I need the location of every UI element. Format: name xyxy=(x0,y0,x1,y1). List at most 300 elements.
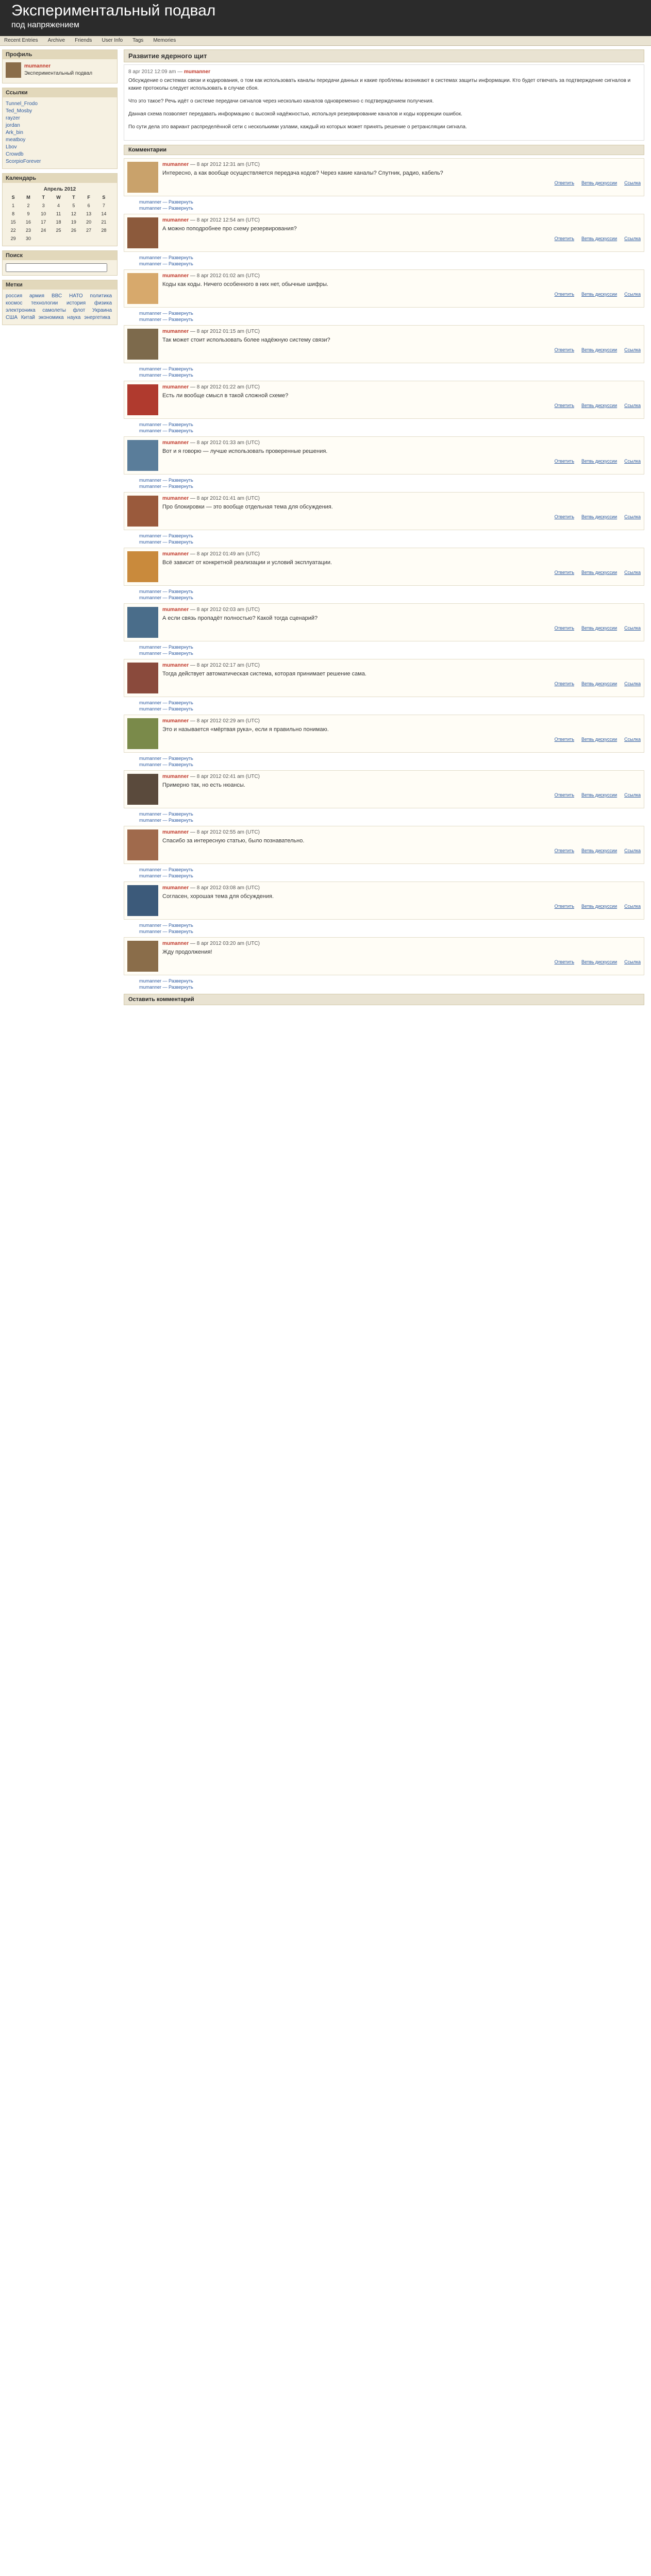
expand-link[interactable]: Развернуть xyxy=(169,311,193,316)
expand-link[interactable]: Развернуть xyxy=(169,929,193,934)
comment-date: 8 apr 2012 01:02 am (UTC) xyxy=(196,273,260,279)
comment-author[interactable]: mumanner xyxy=(162,774,189,779)
post-paragraph: По сути дела это вариант распределённой сети с несколькими узлами, каждый из которых может принять решение о ретрансляции сигнала. xyxy=(128,124,467,130)
comment-author[interactable]: mumanner xyxy=(162,384,189,390)
comment-avatar[interactable] xyxy=(127,329,158,360)
site-title[interactable]: Экспериментальный подвал xyxy=(11,2,216,19)
nav-friends[interactable]: Friends xyxy=(75,38,92,43)
post-title[interactable]: Развитие ядерного щит xyxy=(124,49,644,62)
comment-reply-link[interactable]: Ответить xyxy=(554,236,575,241)
tag-link[interactable]: самолеты xyxy=(42,308,66,313)
collapsed-thread[interactable]: mumanner — Развернуть xyxy=(139,762,193,767)
site-header xyxy=(0,0,651,36)
comment-reply-link[interactable]: Ответить xyxy=(554,848,575,853)
collapsed-thread[interactable]: mumanner — Развернуть xyxy=(139,595,193,600)
thread-author[interactable]: mumanner xyxy=(139,706,162,711)
comment-reply-link[interactable]: Ответить xyxy=(554,792,575,798)
calendar-cell[interactable]: 15 xyxy=(10,219,16,225)
collapsed-thread[interactable]: mumanner — Развернуть xyxy=(139,756,193,761)
search-box xyxy=(2,250,118,276)
calendar-cell[interactable]: 17 xyxy=(41,219,46,225)
tag-link[interactable]: физика xyxy=(94,300,112,306)
comment: mumanner — 8 apr 2012 01:02 am (UTC) Коды как коды. Ничего особенного в них нет, обычные шифры. Ответить Ветвь дискуссии Ссылка xyxy=(124,269,644,308)
comment-thread-link[interactable]: Ветвь дискуссии xyxy=(581,459,617,464)
calendar-cell[interactable]: 23 xyxy=(25,228,31,233)
comment-date: 8 apr 2012 01:33 am (UTC) xyxy=(196,440,260,446)
expand-link[interactable]: Развернуть xyxy=(169,533,193,538)
expand-link[interactable]: Развернуть xyxy=(169,595,193,600)
collapsed-thread[interactable]: mumanner — Развернуть xyxy=(139,428,193,433)
comment-author[interactable]: mumanner xyxy=(162,217,189,223)
expand-link[interactable]: Развернуть xyxy=(169,366,193,371)
comment-author[interactable]: mumanner xyxy=(162,663,189,668)
collapsed-thread[interactable]: mumanner — Развернуть xyxy=(139,706,193,711)
expand-link[interactable]: Развернуть xyxy=(169,589,193,594)
comment-thread-link[interactable]: Ветвь дискуссии xyxy=(581,347,617,352)
collapsed-thread[interactable]: mumanner — Развернуть xyxy=(139,978,193,984)
left-sidebar xyxy=(0,49,120,329)
calendar-cell[interactable]: 2 xyxy=(27,203,30,208)
link-item[interactable]: Crowdb xyxy=(6,151,24,157)
comment-reply-link[interactable]: Ответить xyxy=(554,625,575,631)
thread-author[interactable]: mumanner xyxy=(139,929,162,934)
collapsed-thread[interactable]: mumanner — Развернуть xyxy=(139,255,193,260)
post-comment-link[interactable]: Оставить комментарий xyxy=(124,994,644,1005)
thread-author[interactable]: mumanner xyxy=(139,539,162,545)
calendar-cell[interactable]: 25 xyxy=(56,228,61,233)
comment-actions xyxy=(162,904,641,909)
comment-reply-link[interactable]: Ответить xyxy=(554,459,575,464)
nav-archive[interactable]: Archive xyxy=(47,38,65,43)
calendar-cell[interactable]: 7 xyxy=(102,203,105,208)
nav-memories[interactable]: Memories xyxy=(153,38,176,43)
thread-author[interactable]: mumanner xyxy=(139,366,162,371)
comment-link-link[interactable]: Ссылка xyxy=(624,848,641,853)
comment-reply-link[interactable]: Ответить xyxy=(554,570,575,575)
comment-link-link[interactable]: Ссылка xyxy=(624,403,641,408)
calendar-cell[interactable]: 13 xyxy=(86,211,92,216)
tag-link[interactable]: россия xyxy=(6,293,23,299)
search-input[interactable] xyxy=(6,263,107,272)
comment-author[interactable]: mumanner xyxy=(162,718,189,724)
expand-link[interactable]: Развернуть xyxy=(169,317,193,322)
links-box xyxy=(2,88,118,169)
comment-thread-link[interactable]: Ветвь дискуссии xyxy=(581,681,617,686)
post-paragraph: Что это такое? Речь идёт о системе передачи сигналов через несколько каналов одновременно с подтверждением получения. xyxy=(128,98,434,104)
comment-avatar[interactable] xyxy=(127,885,158,916)
comment-reply-link[interactable]: Ответить xyxy=(554,292,575,297)
expand-link[interactable]: Развернуть xyxy=(169,261,193,266)
comment-thread-link[interactable]: Ветвь дискуссии xyxy=(581,848,617,853)
post-author[interactable]: mumanner xyxy=(183,69,210,75)
comment-date: 8 apr 2012 01:49 am (UTC) xyxy=(196,551,260,557)
comment-text: Жду продолжения! xyxy=(162,949,212,955)
comment-avatar[interactable] xyxy=(127,718,158,749)
collapsed-thread[interactable]: mumanner — Развернуть xyxy=(139,422,193,427)
collapsed-thread[interactable]: mumanner — Развернуть xyxy=(139,985,193,990)
expand-link[interactable]: Развернуть xyxy=(169,762,193,767)
comment-date: 8 apr 2012 02:55 am (UTC) xyxy=(196,829,260,835)
comment-avatar[interactable] xyxy=(127,440,158,471)
comment-thread-link[interactable]: Ветвь дискуссии xyxy=(581,737,617,742)
comment-actions xyxy=(162,459,641,464)
comment: mumanner — 8 apr 2012 01:49 am (UTC) Всё зависит от конкретной реализации и условий эксплуатации. Ответить Ветвь дискуссии Ссылка xyxy=(124,548,644,586)
comment-text: А если связь пропадёт полностью? Какой тогда сценарий? xyxy=(162,615,318,621)
thread-author[interactable]: mumanner xyxy=(139,818,162,823)
tag-link[interactable]: наука xyxy=(67,315,81,320)
comment-author[interactable]: mumanner xyxy=(162,829,189,835)
expand-link[interactable]: Развернуть xyxy=(169,818,193,823)
thread-author[interactable]: mumanner xyxy=(139,651,162,656)
comment-thread-link[interactable]: Ветвь дискуссии xyxy=(581,403,617,408)
tag-link[interactable]: космос xyxy=(6,300,23,306)
comment-author[interactable]: mumanner xyxy=(162,941,189,946)
tag-link[interactable]: экономика xyxy=(38,315,64,320)
comment-text: Про блокировки — это вообще отдельная тема для обсуждения. xyxy=(162,504,333,510)
thread-author[interactable]: mumanner xyxy=(139,873,162,878)
comment-thread-link[interactable]: Ветвь дискуссии xyxy=(581,514,617,519)
comment-link-link[interactable]: Ссылка xyxy=(624,459,641,464)
calendar-cell[interactable]: 3 xyxy=(42,203,45,208)
calendar-day-header: T xyxy=(42,195,45,200)
thread-author[interactable]: mumanner xyxy=(139,255,162,260)
comment-thread-link[interactable]: Ветвь дискуссии xyxy=(581,904,617,909)
comment-thread-link[interactable]: Ветвь дискуссии xyxy=(581,180,617,185)
expand-link[interactable]: Развернуть xyxy=(169,978,193,984)
expand-link[interactable]: Развернуть xyxy=(169,700,193,705)
comment-reply-link[interactable]: Ответить xyxy=(554,347,575,352)
link-item[interactable]: Tunnel_Frodo xyxy=(6,101,38,107)
calendar-cell[interactable]: 1 xyxy=(12,203,15,208)
tag-link[interactable]: армия xyxy=(29,293,45,299)
comment-date: 8 apr 2012 02:29 am (UTC) xyxy=(196,718,260,724)
collapsed-thread[interactable]: mumanner — Развернуть xyxy=(139,372,193,378)
expand-link[interactable]: Развернуть xyxy=(169,873,193,878)
comment-link-link[interactable]: Ссылка xyxy=(624,514,641,519)
comment-link-link[interactable]: Ссылка xyxy=(624,236,641,241)
calendar-cell[interactable]: 10 xyxy=(41,211,46,216)
comment-reply-link[interactable]: Ответить xyxy=(554,959,575,964)
calendar-cell[interactable]: 16 xyxy=(25,219,31,225)
expand-link[interactable]: Развернуть xyxy=(169,867,193,872)
collapsed-thread[interactable]: mumanner — Развернуть xyxy=(139,929,193,934)
comment-avatar[interactable] xyxy=(127,551,158,582)
calendar-cell[interactable]: 26 xyxy=(71,228,76,233)
comment: mumanner — 8 apr 2012 01:33 am (UTC) Вот и я говорю — лучше использовать проверенные решения. Ответить Ветвь дискуссии Ссылка xyxy=(124,436,644,474)
comment-text: Согласен, хорошая тема для обсуждения. xyxy=(162,893,274,900)
link-item[interactable]: Ark_bin xyxy=(6,130,23,135)
comment: mumanner — 8 apr 2012 02:29 am (UTC) Это и называется «мёртвая рука», если я правильно понимаю. Ответить Ветвь дискуссии Ссылка xyxy=(124,715,644,753)
thread-author[interactable]: mumanner xyxy=(139,756,162,761)
comment-actions xyxy=(162,625,641,631)
collapsed-thread[interactable]: mumanner — Развернуть xyxy=(139,311,193,316)
expand-link[interactable]: Развернуть xyxy=(169,539,193,545)
comment-actions xyxy=(162,180,641,185)
collapsed-thread[interactable]: mumanner — Развернуть xyxy=(139,818,193,823)
collapsed-thread[interactable]: mumanner — Развернуть xyxy=(139,867,193,872)
thread-author[interactable]: mumanner xyxy=(139,762,162,767)
site-subtitle: под напряжением xyxy=(11,21,80,29)
collapsed-thread[interactable]: mumanner — Развернуть xyxy=(139,539,193,545)
calendar-cell[interactable]: 4 xyxy=(57,203,60,208)
link-item[interactable]: jordan xyxy=(6,123,20,128)
collapsed-thread[interactable]: mumanner — Развернуть xyxy=(139,651,193,656)
calendar-cell[interactable]: 12 xyxy=(71,211,76,216)
comment: mumanner — 8 apr 2012 01:41 am (UTC) Про блокировки — это вообще отдельная тема для обсуждения. Ответить Ветвь дискуссии Ссылка xyxy=(124,492,644,530)
thread-author[interactable]: mumanner xyxy=(139,428,162,433)
profile-title: Профиль xyxy=(3,50,117,59)
comment-actions xyxy=(162,848,641,853)
calendar-cell[interactable]: 30 xyxy=(25,236,31,241)
comment-text: Вот и я говорю — лучше использовать проверенные решения. xyxy=(162,448,328,454)
calendar-month: Апрель 2012 xyxy=(43,187,76,192)
comment-author[interactable]: mumanner xyxy=(162,885,189,891)
comment-author[interactable]: mumanner xyxy=(162,162,189,167)
comment-author[interactable]: mumanner xyxy=(162,273,189,279)
expand-link[interactable]: Развернуть xyxy=(169,199,193,205)
comment-avatar[interactable] xyxy=(127,829,158,860)
calendar-day-header: F xyxy=(87,195,90,200)
comment-author[interactable]: mumanner xyxy=(162,440,189,446)
link-item[interactable]: Ted_Mosby xyxy=(6,108,32,114)
comment-author[interactable]: mumanner xyxy=(162,607,189,613)
tag-link[interactable]: ВВС xyxy=(51,293,62,299)
expand-link[interactable]: Развернуть xyxy=(169,811,193,817)
collapsed-thread[interactable]: mumanner — Развернуть xyxy=(139,317,193,322)
comment-avatar[interactable] xyxy=(127,941,158,972)
comment-text: Спасибо за интересную статью, было познавательно. xyxy=(162,838,305,844)
collapsed-thread[interactable]: mumanner — Развернуть xyxy=(139,206,193,211)
collapsed-thread[interactable]: mumanner — Развернуть xyxy=(139,923,193,928)
comment-date: 8 apr 2012 03:20 am (UTC) xyxy=(196,941,260,946)
collapsed-thread[interactable]: mumanner — Развернуть xyxy=(139,533,193,538)
tag-link[interactable]: Китай xyxy=(21,315,35,320)
thread-author[interactable]: mumanner xyxy=(139,867,162,872)
comment: mumanner — 8 apr 2012 03:20 am (UTC) Жду продолжения! Ответить Ветвь дискуссии Ссылка xyxy=(124,937,644,975)
comment: mumanner — 8 apr 2012 01:22 am (UTC) Есть ли вообще смысл в такой сложной схеме? Ответить Ветвь дискуссии Ссылка xyxy=(124,381,644,419)
post: 8 apr 2012 12:09 am — mumanner Обсуждение о системах связи и кодирования, о том как использовать каналы передачи данных и какие проблемы возникают в системах защиты информации. Кто будет отвечать за подтверждение сигналов и какие протоколы следует использовать в случае сбоя. Что это такое? Речь идёт о системе передачи сигналов через несколько каналов одновременно с подтверждением получения. Данная схема позволяет передавать информацию с высокой надёжностью, используя резервирование каналов и коды коррекции ошибок. По сути дела это вариант распределённой сети с несколькими узлами, каждый из которых может принять решение о ретрансляции сигнала. xyxy=(124,64,644,141)
thread-author[interactable]: mumanner xyxy=(139,923,162,928)
comment-link-link[interactable]: Ссылка xyxy=(624,625,641,631)
comment-avatar[interactable] xyxy=(127,217,158,248)
thread-author[interactable]: mumanner xyxy=(139,645,162,650)
thread-author[interactable]: mumanner xyxy=(139,422,162,427)
calendar-cell[interactable]: 18 xyxy=(56,219,61,225)
comment: mumanner — 8 apr 2012 03:08 am (UTC) Согласен, хорошая тема для обсуждения. Ответить Ветвь дискуссии Ссылка xyxy=(124,882,644,920)
calendar-cell[interactable]: 14 xyxy=(101,211,107,216)
comment-avatar[interactable] xyxy=(127,496,158,527)
thread-author[interactable]: mumanner xyxy=(139,700,162,705)
comment: mumanner — 8 apr 2012 02:55 am (UTC) Спасибо за интересную статью, было познавательно. Ответить Ветвь дискуссии Ссылка xyxy=(124,826,644,864)
comment-avatar[interactable] xyxy=(127,162,158,193)
comment-date: 8 apr 2012 02:03 am (UTC) xyxy=(196,607,260,613)
avatar[interactable] xyxy=(6,62,21,78)
post-text: Обсуждение о системах связи и кодирования, о том как использовать каналы передачи данных и какие проблемы возникают в системах защиты информации. Кто будет отвечать за подтверждение сигналов и какие протоколы следует использовать в случае сбоя. xyxy=(128,78,631,91)
collapsed-thread[interactable]: mumanner — Развернуть xyxy=(139,645,193,650)
comment-author[interactable]: mumanner xyxy=(162,329,189,334)
thread-author[interactable]: mumanner xyxy=(139,811,162,817)
link-item[interactable]: ScorpioForever xyxy=(6,159,41,164)
comment-link-link[interactable]: Ссылка xyxy=(624,737,641,742)
comment-actions xyxy=(162,681,641,686)
thread-author[interactable]: mumanner xyxy=(139,261,162,266)
calendar-cell[interactable]: 5 xyxy=(72,203,75,208)
collapsed-thread[interactable]: mumanner — Развернуть xyxy=(139,484,193,489)
expand-link[interactable]: Развернуть xyxy=(169,756,193,761)
expand-link[interactable]: Развернуть xyxy=(169,478,193,483)
collapsed-thread[interactable]: mumanner — Развернуть xyxy=(139,589,193,594)
calendar-cell[interactable]: 9 xyxy=(27,211,30,216)
calendar-cell[interactable]: 28 xyxy=(101,228,107,233)
comment-thread-link[interactable]: Ветвь дискуссии xyxy=(581,792,617,798)
comment-reply-link[interactable]: Ответить xyxy=(554,514,575,519)
tag-link[interactable]: США xyxy=(6,315,18,320)
tag-link[interactable]: флот xyxy=(73,308,86,313)
expand-link[interactable]: Развернуть xyxy=(169,372,193,378)
thread-author[interactable]: mumanner xyxy=(139,317,162,322)
comment-link-link[interactable]: Ссылка xyxy=(624,959,641,964)
comment-date: 8 apr 2012 02:41 am (UTC) xyxy=(196,774,260,779)
expand-link[interactable]: Развернуть xyxy=(169,923,193,928)
expand-link[interactable]: Развернуть xyxy=(169,645,193,650)
collapsed-thread[interactable]: mumanner — Развернуть xyxy=(139,478,193,483)
comment-reply-link[interactable]: Ответить xyxy=(554,180,575,185)
expand-link[interactable]: Развернуть xyxy=(169,255,193,260)
comment-reply-link[interactable]: Ответить xyxy=(554,403,575,408)
comment-link-link[interactable]: Ссылка xyxy=(624,792,641,798)
tag-link[interactable]: Украина xyxy=(92,308,112,313)
calendar-cell[interactable]: 8 xyxy=(12,211,15,216)
calendar-cell xyxy=(36,234,51,243)
thread-author[interactable]: mumanner xyxy=(139,206,162,211)
expand-link[interactable]: Развернуть xyxy=(169,484,193,489)
nav-tags[interactable]: Tags xyxy=(132,38,144,43)
expand-link[interactable]: Развернуть xyxy=(169,706,193,711)
tag-link[interactable]: электроника xyxy=(6,308,36,313)
collapsed-thread[interactable]: mumanner — Развернуть xyxy=(139,700,193,705)
calendar-day-header: W xyxy=(56,195,61,200)
calendar-cell[interactable]: 11 xyxy=(56,211,61,216)
nav-userinfo[interactable]: User Info xyxy=(102,38,123,43)
main-content xyxy=(124,49,644,1005)
nav-recent[interactable]: Recent Entries xyxy=(4,38,38,43)
collapsed-thread[interactable]: mumanner — Развернуть xyxy=(139,199,193,205)
thread-author[interactable]: mumanner xyxy=(139,199,162,205)
link-item[interactable]: rayzer xyxy=(6,115,20,121)
comment-actions xyxy=(162,403,641,408)
tag-link[interactable]: НАТО xyxy=(69,293,83,299)
comment-author[interactable]: mumanner xyxy=(162,551,189,557)
calendar-cell xyxy=(66,234,81,243)
expand-link[interactable]: Развернуть xyxy=(169,651,193,656)
comment-link-link[interactable]: Ссылка xyxy=(624,292,641,297)
calendar-cell[interactable]: 22 xyxy=(10,228,16,233)
comment-thread-link[interactable]: Ветвь дискуссии xyxy=(581,959,617,964)
comment-avatar[interactable] xyxy=(127,774,158,805)
comment-avatar[interactable] xyxy=(127,384,158,415)
tags-title: Метки xyxy=(3,280,117,290)
comment-author[interactable]: mumanner xyxy=(162,496,189,501)
thread-author[interactable]: mumanner xyxy=(139,985,162,990)
comment-date: 8 apr 2012 02:17 am (UTC) xyxy=(196,663,260,668)
calendar-cell[interactable]: 19 xyxy=(71,219,76,225)
comment-thread-link[interactable]: Ветвь дискуссии xyxy=(581,625,617,631)
calendar-box xyxy=(2,173,118,246)
calendar-cell xyxy=(111,234,114,243)
link-item[interactable]: meatboy xyxy=(6,137,26,143)
thread-author[interactable]: mumanner xyxy=(139,589,162,594)
comment-link-link[interactable]: Ссылка xyxy=(624,180,641,185)
comment-actions xyxy=(162,959,641,964)
calendar-cell[interactable]: 6 xyxy=(87,203,90,208)
comment-date: 8 apr 2012 01:15 am (UTC) xyxy=(196,329,260,334)
comment-reply-link[interactable]: Ответить xyxy=(554,904,575,909)
comment: mumanner — 8 apr 2012 02:41 am (UTC) Примерно так, но есть нюансы. Ответить Ветвь дискуссии Ссылка xyxy=(124,770,644,808)
comment-thread-link[interactable]: Ветвь дискуссии xyxy=(581,236,617,241)
comment: mumanner — 8 apr 2012 02:17 am (UTC) Тогда действует автоматическая система, которая принимает решение сама. Ответить Ветвь дискуссии Ссылка xyxy=(124,659,644,697)
calendar-day-header: M xyxy=(26,195,30,200)
comment-text: Интересно, а как вообще осуществляется передача кодов? Через какие каналы? Спутник, радио, кабель? xyxy=(162,170,443,176)
calendar-cell[interactable]: 24 xyxy=(41,228,46,233)
comment: mumanner — 8 apr 2012 02:03 am (UTC) А если связь пропадёт полностью? Какой тогда сценарий? Ответить Ветвь дискуссии Ссылка xyxy=(124,603,644,641)
collapsed-thread[interactable]: mumanner — Развернуть xyxy=(139,811,193,817)
comment-avatar[interactable] xyxy=(127,663,158,693)
expand-link[interactable]: Развернуть xyxy=(169,428,193,433)
comment-avatar[interactable] xyxy=(127,273,158,304)
comment-link-link[interactable]: Ссылка xyxy=(624,904,641,909)
comment-thread-link[interactable]: Ветвь дискуссии xyxy=(581,570,617,575)
comment-text: Примерно так, но есть нюансы. xyxy=(162,782,245,788)
tag-link[interactable]: технологии xyxy=(31,300,58,306)
thread-author[interactable]: mumanner xyxy=(139,372,162,378)
comment-link-link[interactable]: Ссылка xyxy=(624,347,641,352)
tag-link[interactable]: история xyxy=(66,300,86,306)
comment-text: Коды как коды. Ничего особенного в них нет, обычные шифры. xyxy=(162,281,328,287)
collapsed-thread[interactable]: mumanner — Развернуть xyxy=(139,261,193,266)
thread-author[interactable]: mumanner xyxy=(139,484,162,489)
comment-actions xyxy=(162,292,641,297)
collapsed-thread[interactable]: mumanner — Развернуть xyxy=(139,873,193,878)
comment-reply-link[interactable]: Ответить xyxy=(554,737,575,742)
thread-author[interactable]: mumanner xyxy=(139,978,162,984)
tag-link[interactable]: политика xyxy=(90,293,112,299)
profile-name[interactable]: mumanner xyxy=(24,63,51,69)
comment-thread-link[interactable]: Ветвь дискуссии xyxy=(581,292,617,297)
thread-author[interactable]: mumanner xyxy=(139,311,162,316)
expand-link[interactable]: Развернуть xyxy=(169,206,193,211)
comment-reply-link[interactable]: Ответить xyxy=(554,681,575,686)
thread-author[interactable]: mumanner xyxy=(139,478,162,483)
comment-date: 8 apr 2012 12:54 am (UTC) xyxy=(196,217,260,223)
calendar-cell[interactable]: 20 xyxy=(86,219,92,225)
expand-link[interactable]: Развернуть xyxy=(169,985,193,990)
comment-link-link[interactable]: Ссылка xyxy=(624,681,641,686)
expand-link[interactable]: Развернуть xyxy=(169,422,193,427)
comment-link-link[interactable]: Ссылка xyxy=(624,570,641,575)
calendar-cell[interactable]: 21 xyxy=(101,219,107,225)
comment-actions xyxy=(162,514,641,519)
link-item[interactable]: Lbov xyxy=(6,144,17,150)
tag-link[interactable]: энергетика xyxy=(84,315,110,320)
comment-avatar[interactable] xyxy=(127,607,158,638)
calendar-cell[interactable]: 29 xyxy=(10,236,16,241)
comment-text: Это и называется «мёртвая рука», если я правильно понимаю. xyxy=(162,726,329,733)
collapsed-thread[interactable]: mumanner — Развернуть xyxy=(139,366,193,371)
thread-author[interactable]: mumanner xyxy=(139,595,162,600)
tags-box xyxy=(2,280,118,325)
thread-author[interactable]: mumanner xyxy=(139,533,162,538)
calendar-cell[interactable]: 27 xyxy=(86,228,92,233)
